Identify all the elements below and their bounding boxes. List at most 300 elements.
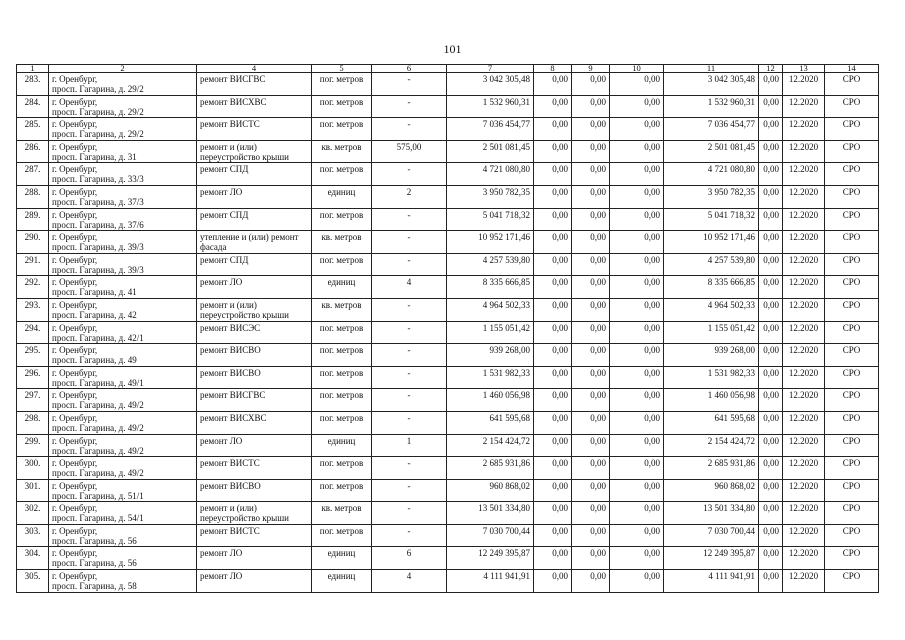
fund-cell: 0,00 <box>534 253 572 276</box>
column-header: 13 <box>783 65 825 73</box>
budget-cell: 0,00 <box>572 321 610 344</box>
date-cell: 12.2020 <box>783 524 825 547</box>
fund-cell: 0,00 <box>534 479 572 502</box>
address-city: г. Оренбург, <box>52 277 98 288</box>
unit-cell: пог. метров <box>312 457 372 480</box>
date-cell: 12.2020 <box>783 547 825 570</box>
other-funds-cell: 0,00 <box>759 185 783 208</box>
address-city: г. Оренбург, <box>52 503 98 514</box>
column-header: 9 <box>572 65 610 73</box>
address-street: просп. Гагарина, д. 29/2 <box>52 129 144 140</box>
table-row <box>17 411 879 434</box>
row-number: 291. <box>17 253 49 276</box>
volume-cell: - <box>372 118 447 141</box>
owners-funds-cell: 7 030 700,44 <box>664 524 759 547</box>
table-row <box>17 231 879 254</box>
unit-cell: единиц <box>312 547 372 570</box>
address-cell <box>49 434 197 457</box>
owners-funds-cell: 2 154 424,72 <box>664 434 759 457</box>
fund-cell: 0,00 <box>534 457 572 480</box>
address-city: г. Оренбург, <box>52 164 98 175</box>
address-street: просп. Гагарина, д. 42 <box>52 309 137 320</box>
table-row <box>17 502 879 525</box>
column-header: 5 <box>312 65 372 73</box>
volume-cell: 575,00 <box>372 140 447 163</box>
unit-cell: единиц <box>312 276 372 299</box>
date-cell: 12.2020 <box>783 140 825 163</box>
row-number: 299. <box>17 434 49 457</box>
date-cell: 12.2020 <box>783 118 825 141</box>
owners-funds-cell: 7 036 454,77 <box>664 118 759 141</box>
local-budget-cell: 0,00 <box>610 457 664 480</box>
address-street: просп. Гагарина, д. 31 <box>52 151 137 162</box>
fund-cell: 0,00 <box>534 118 572 141</box>
method-cell: СРО <box>825 479 879 502</box>
fund-cell: 0,00 <box>534 502 572 525</box>
row-number: 296. <box>17 366 49 389</box>
address-street: просп. Гагарина, д. 54/1 <box>52 513 144 524</box>
address-city: г. Оренбург, <box>52 412 98 423</box>
row-number: 293. <box>17 298 49 321</box>
address-street: просп. Гагарина, д. 49/2 <box>52 468 144 479</box>
owners-funds-cell: 5 041 718,32 <box>664 208 759 231</box>
other-funds-cell: 0,00 <box>759 253 783 276</box>
total-cost-cell: 13 501 334,80 <box>447 502 534 525</box>
method-cell: СРО <box>825 276 879 299</box>
address-cell <box>49 479 197 502</box>
owners-funds-cell: 4 111 941,91 <box>664 570 759 593</box>
volume-cell: 4 <box>372 276 447 299</box>
address-cell <box>49 366 197 389</box>
date-cell: 12.2020 <box>783 185 825 208</box>
work-type-cell: утепление и (или) ремонт фасада <box>197 231 312 254</box>
work-type-cell: ремонт СПД <box>197 208 312 231</box>
column-header: 6 <box>372 65 447 73</box>
budget-cell: 0,00 <box>572 366 610 389</box>
budget-cell: 0,00 <box>572 253 610 276</box>
row-number: 290. <box>17 231 49 254</box>
address-city: г. Оренбург, <box>52 254 98 265</box>
method-cell: СРО <box>825 185 879 208</box>
total-cost-cell: 1 531 982,33 <box>447 366 534 389</box>
fund-cell: 0,00 <box>534 434 572 457</box>
table-row <box>17 479 879 502</box>
date-cell: 12.2020 <box>783 479 825 502</box>
volume-cell: 6 <box>372 547 447 570</box>
address-city: г. Оренбург, <box>52 186 98 197</box>
budget-cell: 0,00 <box>572 502 610 525</box>
table-row <box>17 253 879 276</box>
row-number: 285. <box>17 118 49 141</box>
column-header: 11 <box>664 65 759 73</box>
local-budget-cell: 0,00 <box>610 344 664 367</box>
volume-cell: - <box>372 73 447 96</box>
date-cell: 12.2020 <box>783 95 825 118</box>
method-cell: СРО <box>825 411 879 434</box>
fund-cell: 0,00 <box>534 73 572 96</box>
address-city: г. Оренбург, <box>52 119 98 130</box>
method-cell: СРО <box>825 570 879 593</box>
work-type-cell: ремонт ВИСХВС <box>197 95 312 118</box>
other-funds-cell: 0,00 <box>759 163 783 186</box>
total-cost-cell: 1 460 056,98 <box>447 389 534 412</box>
address-cell <box>49 570 197 593</box>
volume-cell: - <box>372 321 447 344</box>
owners-funds-cell: 4 721 080,80 <box>664 163 759 186</box>
fund-cell: 0,00 <box>534 208 572 231</box>
table-row <box>17 524 879 547</box>
unit-cell: кв. метров <box>312 502 372 525</box>
column-header: 12 <box>759 65 783 73</box>
row-number: 294. <box>17 321 49 344</box>
address-city: г. Оренбург, <box>52 232 98 243</box>
method-cell: СРО <box>825 321 879 344</box>
address-street: просп. Гагарина, д. 33/3 <box>52 174 144 185</box>
volume-cell: - <box>372 411 447 434</box>
method-cell: СРО <box>825 163 879 186</box>
total-cost-cell: 2 154 424,72 <box>447 434 534 457</box>
total-cost-cell: 4 111 941,91 <box>447 570 534 593</box>
local-budget-cell: 0,00 <box>610 524 664 547</box>
volume-cell: - <box>372 479 447 502</box>
date-cell: 12.2020 <box>783 253 825 276</box>
address-city: г. Оренбург, <box>52 299 98 310</box>
row-number: 298. <box>17 411 49 434</box>
local-budget-cell: 0,00 <box>610 118 664 141</box>
address-city: г. Оренбург, <box>52 571 98 582</box>
owners-funds-cell: 4 964 502,33 <box>664 298 759 321</box>
table-body <box>17 73 879 593</box>
row-number: 301. <box>17 479 49 502</box>
table-row <box>17 321 879 344</box>
date-cell: 12.2020 <box>783 231 825 254</box>
table-row <box>17 389 879 412</box>
other-funds-cell: 0,00 <box>759 524 783 547</box>
unit-cell: пог. метров <box>312 321 372 344</box>
owners-funds-cell: 3 950 782,35 <box>664 185 759 208</box>
address-cell <box>49 547 197 570</box>
table-row <box>17 570 879 593</box>
local-budget-cell: 0,00 <box>610 163 664 186</box>
address-cell <box>49 524 197 547</box>
works-table <box>16 64 879 593</box>
other-funds-cell: 0,00 <box>759 434 783 457</box>
address-street: просп. Гагарина, д. 51/1 <box>52 490 144 501</box>
method-cell: СРО <box>825 547 879 570</box>
address-cell <box>49 344 197 367</box>
unit-cell: пог. метров <box>312 95 372 118</box>
table-row <box>17 185 879 208</box>
total-cost-cell: 939 268,00 <box>447 344 534 367</box>
work-type-cell: ремонт ВИСТС <box>197 118 312 141</box>
other-funds-cell: 0,00 <box>759 321 783 344</box>
method-cell: СРО <box>825 95 879 118</box>
other-funds-cell: 0,00 <box>759 344 783 367</box>
local-budget-cell: 0,00 <box>610 140 664 163</box>
local-budget-cell: 0,00 <box>610 547 664 570</box>
local-budget-cell: 0,00 <box>610 389 664 412</box>
address-street: просп. Гагарина, д. 56 <box>52 535 137 546</box>
budget-cell: 0,00 <box>572 524 610 547</box>
other-funds-cell: 0,00 <box>759 140 783 163</box>
total-cost-cell: 4 964 502,33 <box>447 298 534 321</box>
unit-cell: кв. метров <box>312 298 372 321</box>
address-street: просп. Гагарина, д. 49/2 <box>52 445 144 456</box>
local-budget-cell: 0,00 <box>610 570 664 593</box>
column-header: 2 <box>49 65 197 73</box>
volume-cell: 2 <box>372 185 447 208</box>
volume-cell: - <box>372 231 447 254</box>
address-street: просп. Гагарина, д. 39/3 <box>52 264 144 275</box>
owners-funds-cell: 2 685 931,86 <box>664 457 759 480</box>
column-header-row <box>17 65 879 73</box>
date-cell: 12.2020 <box>783 389 825 412</box>
address-street: просп. Гагарина, д. 49/2 <box>52 400 144 411</box>
total-cost-cell: 2 685 931,86 <box>447 457 534 480</box>
budget-cell: 0,00 <box>572 298 610 321</box>
row-number: 300. <box>17 457 49 480</box>
date-cell: 12.2020 <box>783 457 825 480</box>
address-street: просп. Гагарина, д. 58 <box>52 581 137 592</box>
table-row <box>17 73 879 96</box>
volume-cell: - <box>372 502 447 525</box>
row-number: 288. <box>17 185 49 208</box>
budget-cell: 0,00 <box>572 231 610 254</box>
address-street: просп. Гагарина, д. 56 <box>52 558 137 569</box>
row-number: 297. <box>17 389 49 412</box>
address-city: г. Оренбург, <box>52 367 98 378</box>
owners-funds-cell: 1 460 056,98 <box>664 389 759 412</box>
row-number: 304. <box>17 547 49 570</box>
fund-cell: 0,00 <box>534 95 572 118</box>
total-cost-cell: 960 868,02 <box>447 479 534 502</box>
local-budget-cell: 0,00 <box>610 231 664 254</box>
other-funds-cell: 0,00 <box>759 547 783 570</box>
volume-cell: - <box>372 95 447 118</box>
row-number: 302. <box>17 502 49 525</box>
work-type-cell: ремонт ЛО <box>197 276 312 299</box>
work-type-cell: ремонт ЛО <box>197 185 312 208</box>
local-budget-cell: 0,00 <box>610 95 664 118</box>
work-type-cell: ремонт ВИСГВС <box>197 389 312 412</box>
method-cell: СРО <box>825 524 879 547</box>
unit-cell: единиц <box>312 570 372 593</box>
address-city: г. Оренбург, <box>52 435 98 446</box>
table-row <box>17 118 879 141</box>
row-number: 287. <box>17 163 49 186</box>
budget-cell: 0,00 <box>572 73 610 96</box>
work-type-cell: ремонт СПД <box>197 253 312 276</box>
local-budget-cell: 0,00 <box>610 366 664 389</box>
date-cell: 12.2020 <box>783 434 825 457</box>
fund-cell: 0,00 <box>534 140 572 163</box>
method-cell: СРО <box>825 140 879 163</box>
column-header: 14 <box>825 65 879 73</box>
address-city: г. Оренбург, <box>52 480 98 491</box>
method-cell: СРО <box>825 389 879 412</box>
other-funds-cell: 0,00 <box>759 118 783 141</box>
owners-funds-cell: 8 335 666,85 <box>664 276 759 299</box>
fund-cell: 0,00 <box>534 524 572 547</box>
address-city: г. Оренбург, <box>52 96 98 107</box>
address-cell <box>49 276 197 299</box>
row-number: 289. <box>17 208 49 231</box>
fund-cell: 0,00 <box>534 321 572 344</box>
address-cell <box>49 298 197 321</box>
budget-cell: 0,00 <box>572 547 610 570</box>
fund-cell: 0,00 <box>534 276 572 299</box>
table-row <box>17 344 879 367</box>
table-row <box>17 95 879 118</box>
fund-cell: 0,00 <box>534 547 572 570</box>
method-cell: СРО <box>825 118 879 141</box>
address-cell <box>49 140 197 163</box>
row-number: 283. <box>17 73 49 96</box>
work-type-cell: ремонт ЛО <box>197 547 312 570</box>
date-cell: 12.2020 <box>783 73 825 96</box>
local-budget-cell: 0,00 <box>610 73 664 96</box>
total-cost-cell: 3 950 782,35 <box>447 185 534 208</box>
other-funds-cell: 0,00 <box>759 570 783 593</box>
local-budget-cell: 0,00 <box>610 434 664 457</box>
local-budget-cell: 0,00 <box>610 321 664 344</box>
other-funds-cell: 0,00 <box>759 231 783 254</box>
date-cell: 12.2020 <box>783 298 825 321</box>
address-street: просп. Гагарина, д. 29/2 <box>52 84 144 94</box>
work-type-cell: ремонт и (или) переустройство крыши <box>197 502 312 525</box>
budget-cell: 0,00 <box>572 276 610 299</box>
work-type-cell: ремонт ВИСТС <box>197 457 312 480</box>
volume-cell: - <box>372 366 447 389</box>
other-funds-cell: 0,00 <box>759 389 783 412</box>
owners-funds-cell: 1 155 051,42 <box>664 321 759 344</box>
work-type-cell: ремонт ВИСГВС <box>197 73 312 96</box>
budget-cell: 0,00 <box>572 163 610 186</box>
other-funds-cell: 0,00 <box>759 366 783 389</box>
fund-cell: 0,00 <box>534 231 572 254</box>
unit-cell: пог. метров <box>312 73 372 96</box>
address-city: г. Оренбург, <box>52 345 98 356</box>
column-header: 4 <box>197 65 312 73</box>
owners-funds-cell: 4 257 539,80 <box>664 253 759 276</box>
date-cell: 12.2020 <box>783 321 825 344</box>
table-row <box>17 163 879 186</box>
owners-funds-cell: 1 531 982,33 <box>664 366 759 389</box>
address-cell <box>49 231 197 254</box>
address-street: просп. Гагарина, д. 49/1 <box>52 377 144 388</box>
fund-cell: 0,00 <box>534 163 572 186</box>
owners-funds-cell: 3 042 305,48 <box>664 73 759 96</box>
address-cell <box>49 253 197 276</box>
unit-cell: пог. метров <box>312 366 372 389</box>
method-cell: СРО <box>825 434 879 457</box>
volume-cell: - <box>372 524 447 547</box>
owners-funds-cell: 10 952 171,46 <box>664 231 759 254</box>
total-cost-cell: 4 257 539,80 <box>447 253 534 276</box>
date-cell: 12.2020 <box>783 344 825 367</box>
row-number: 295. <box>17 344 49 367</box>
work-type-cell: ремонт ЛО <box>197 570 312 593</box>
fund-cell: 0,00 <box>534 298 572 321</box>
unit-cell: пог. метров <box>312 208 372 231</box>
other-funds-cell: 0,00 <box>759 95 783 118</box>
date-cell: 12.2020 <box>783 366 825 389</box>
date-cell: 12.2020 <box>783 411 825 434</box>
row-number: 303. <box>17 524 49 547</box>
budget-cell: 0,00 <box>572 389 610 412</box>
date-cell: 12.2020 <box>783 163 825 186</box>
table-row <box>17 208 879 231</box>
work-type-cell: ремонт СПД <box>197 163 312 186</box>
method-cell: СРО <box>825 366 879 389</box>
owners-funds-cell: 641 595,68 <box>664 411 759 434</box>
column-header: 7 <box>447 65 534 73</box>
address-street: просп. Гагарина, д. 37/3 <box>52 196 144 207</box>
work-type-cell: ремонт ВИСВО <box>197 344 312 367</box>
date-cell: 12.2020 <box>783 502 825 525</box>
address-street: просп. Гагарина, д. 49/2 <box>52 422 144 433</box>
address-city: г. Оренбург, <box>52 390 98 401</box>
other-funds-cell: 0,00 <box>759 208 783 231</box>
total-cost-cell: 1 155 051,42 <box>447 321 534 344</box>
other-funds-cell: 0,00 <box>759 411 783 434</box>
local-budget-cell: 0,00 <box>610 411 664 434</box>
owners-funds-cell: 939 268,00 <box>664 344 759 367</box>
address-cell <box>49 457 197 480</box>
address-cell <box>49 208 197 231</box>
total-cost-cell: 10 952 171,46 <box>447 231 534 254</box>
method-cell: СРО <box>825 208 879 231</box>
address-cell <box>49 95 197 118</box>
budget-cell: 0,00 <box>572 208 610 231</box>
budget-cell: 0,00 <box>572 479 610 502</box>
volume-cell: - <box>372 344 447 367</box>
method-cell: СРО <box>825 298 879 321</box>
address-street: просп. Гагарина, д. 41 <box>52 287 137 298</box>
address-street: просп. Гагарина, д. 37/6 <box>52 219 144 230</box>
row-number: 292. <box>17 276 49 299</box>
address-cell <box>49 185 197 208</box>
total-cost-cell: 7 030 700,44 <box>447 524 534 547</box>
owners-funds-cell: 1 532 960,31 <box>664 95 759 118</box>
local-budget-cell: 0,00 <box>610 185 664 208</box>
table-row <box>17 298 879 321</box>
unit-cell: кв. метров <box>312 231 372 254</box>
address-cell <box>49 163 197 186</box>
total-cost-cell: 4 721 080,80 <box>447 163 534 186</box>
work-type-cell: ремонт и (или) переустройство крыши <box>197 140 312 163</box>
address-cell <box>49 411 197 434</box>
work-type-cell: ремонт ВИСВО <box>197 366 312 389</box>
column-header: 1 <box>17 65 49 73</box>
budget-cell: 0,00 <box>572 344 610 367</box>
method-cell: СРО <box>825 457 879 480</box>
date-cell: 12.2020 <box>783 208 825 231</box>
volume-cell: - <box>372 208 447 231</box>
budget-cell: 0,00 <box>572 570 610 593</box>
address-street: просп. Гагарина, д. 39/3 <box>52 242 144 253</box>
date-cell: 12.2020 <box>783 276 825 299</box>
address-cell <box>49 321 197 344</box>
volume-cell: - <box>372 163 447 186</box>
unit-cell: пог. метров <box>312 411 372 434</box>
work-type-cell: ремонт ВИСЭС <box>197 321 312 344</box>
budget-cell: 0,00 <box>572 457 610 480</box>
table-row <box>17 366 879 389</box>
budget-cell: 0,00 <box>572 185 610 208</box>
other-funds-cell: 0,00 <box>759 73 783 96</box>
volume-cell: - <box>372 253 447 276</box>
